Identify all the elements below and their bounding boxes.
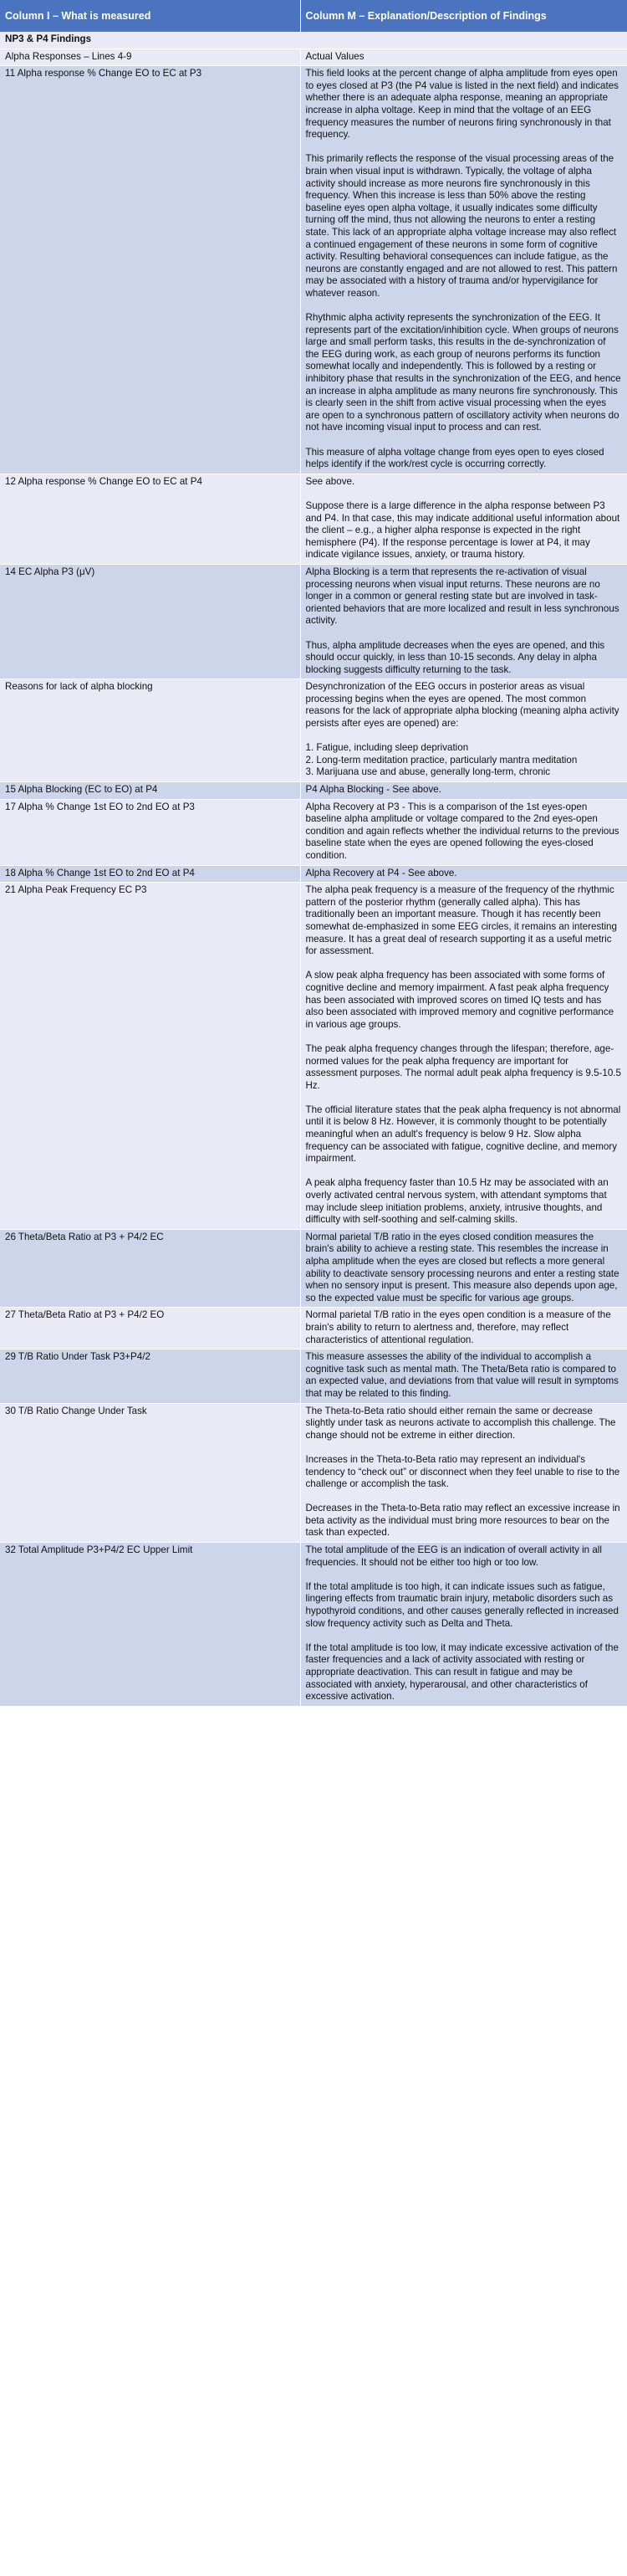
explanation-paragraph: Thus, alpha amplitude decreases when the eyes are opened, and this should occur quickly, in less than 10-15 seconds. Any delay in alpha blocking suggests difficulty returning to the task. xyxy=(305,639,605,675)
explanation-paragraph: The Theta-to-Beta ratio should either remain the same or decrease slightly under task as neurons activate to accomplish this challenge. The change should not be extreme in either direction. xyxy=(305,1405,616,1441)
table-row xyxy=(0,1349,627,1403)
measure-cell: 32 Total Amplitude P3+P4/2 EC Upper Limit xyxy=(0,1543,300,1707)
explanation-cell xyxy=(300,1229,627,1308)
table-row xyxy=(0,1229,627,1308)
measure-cell: 21 Alpha Peak Frequency EC P3 xyxy=(0,883,300,1230)
explanation-cell xyxy=(300,782,627,800)
explanation-paragraph: Alpha Recovery at P3 - This is a comparison of the 1st eyes-open baseline alpha amplitude or voltage compared to the 2nd eyes-open condition and again reflects whether the individual returns to the previous baseline state when the eyes are opened following the eyes-closed condition. xyxy=(305,801,619,861)
explanation-paragraph: Normal parietal T/B ratio in the eyes open condition is a measure of the brain's ability to return to alertness and, therefore, may reflect characteristics of attentional regulation. xyxy=(305,1309,611,1345)
explanation-paragraph: The peak alpha frequency changes through the lifespan; therefore, age-normed values for the peak alpha frequency are important for assessment purposes. The normal adult peak alpha frequency is 9.5-10.5 Hz. xyxy=(305,1042,621,1091)
explanation-paragraph: This primarily reflects the response of the visual processing areas of the brain when visual input is withdrawn. Typically, the voltage of alpha activity should increase as more neurons fire synchronously in this frequency. When this increase is less than 50% above the resting baseline eyes open alpha voltage, it usually indicates some difficulty turning off the mind, thus not allowing the neurons to enter a resting state. This lack of an appropriate alpha voltage increase may also reflect a continued engagement of these neurons in some form of cognitive activity. Resulting behavioral consequences can include fatigue, as the neurons are constantly engaged and are not allowed to rest. This pattern may be associated with a history of trauma and/or hypervigilance for whatever reason. xyxy=(305,153,618,299)
table-row xyxy=(0,1308,627,1349)
table-row xyxy=(0,66,627,474)
explanation-paragraph: A peak alpha frequency faster than 10.5 Hz may be associated with an overly activated central nervous system, with attendant symptoms that may include sleep initiation problems, anxiety, intrusive thoughts, and difficulty with self-soothing and self-calming skills. xyxy=(305,1177,609,1226)
explanation-paragraph: P4 Alpha Blocking - See above. xyxy=(305,784,441,796)
explanation-paragraph: If the total amplitude is too low, it may indicate excessive activation of the faster frequencies and a lack of activity associated with resting or appropriate deactivation. This can result in fatigue and may be associated with anxiety, hyperarousal, and other characteristics of excessive activation. xyxy=(305,1641,619,1703)
measure-cell: 11 Alpha response % Change EO to EC at P3 xyxy=(0,66,300,474)
explanation-cell xyxy=(300,49,627,66)
explanation-paragraph: The alpha peak frequency is a measure of the frequency of the rhythmic pattern of the posterior rhythm (generally called alpha). This has traditionally been an important measure. Though it has recently been somewhat de-emphasized in some EEG circles, it remains an interesting measure. It has a great deal of research supporting it as a useful metric for assessment. xyxy=(305,884,617,957)
explanation-cell xyxy=(300,1543,627,1707)
explanation-cell xyxy=(300,883,627,1230)
explanation-paragraph: The total amplitude of the EEG is an indication of overall activity in all frequencies. It should not be either too high or too low. xyxy=(305,1544,602,1568)
explanation-paragraph: See above. xyxy=(305,475,355,487)
explanation-paragraph: Decreases in the Theta-to-Beta ratio may reflect an excessive increase in beta activity as the individual must bring more resources to bear on the task than expected. xyxy=(305,1503,620,1539)
explanation-cell xyxy=(300,1349,627,1403)
table-row xyxy=(0,679,627,782)
table-row xyxy=(0,1543,627,1707)
measure-cell: 12 Alpha response % Change EO to EC at P4 xyxy=(0,474,300,564)
measure-cell: 26 Theta/Beta Ratio at P3 + P4/2 EC xyxy=(0,1229,300,1308)
table-row xyxy=(0,799,627,865)
explanation-paragraph: Alpha Recovery at P4 - See above. xyxy=(305,867,457,878)
table-row xyxy=(0,1403,627,1543)
table-row xyxy=(0,474,627,564)
explanation-paragraph: A slow peak alpha frequency has been associated with some forms of cognitive decline and memory impairment. A fast peak alpha frequency has been associated with improved scores on timed IQ tests and has also been associated with improved memory and cognitive performance in various age groups. xyxy=(305,970,614,1030)
explanation-cell xyxy=(300,1403,627,1543)
explanation-cell xyxy=(300,66,627,474)
table-row xyxy=(0,865,627,883)
explanation-paragraph: Suppose there is a large difference in the alpha response between P3 and P4. In that case, this may indicate additional useful information about the client – e.g., a higher alpha response is expected in the right hemisphere (P4). If the response percentage is lower at P4, it may indicate vigilance issues, anxiety, or trauma history. xyxy=(305,499,620,561)
explanation-cell xyxy=(300,679,627,782)
measure-cell: Alpha Responses – Lines 4-9 xyxy=(0,49,300,66)
explanation-paragraph: Rhythmic alpha activity represents the synchronization of the EEG. It represents part of the excitation/inhibition cycle. When groups of neurons large and small perform tasks, this results in the de-synchronization of the EEG during work, as each group of neurons performs its function somewhat locally and independently. This is followed by a resting or inhibitory phase that results in the synchronization of the EEG, and hence an increase in alpha amplitude as many neurons fire synchronously. This is clearly seen in the shift from active visual processing when the eyes are open to a synchronous pattern of oscillatory activity when neurons do not have incoming visual input to process and can rest. xyxy=(305,312,621,433)
table-row xyxy=(0,883,627,1230)
explanation-paragraph: This field looks at the percent change of alpha amplitude from eyes open to eyes closed at P3 (the P4 value is listed in the next field) and indicates whether there is an adequate alpha response, meaning an appropriate increase in alpha voltage. Keep in mind that the voltage of an EEG frequency measures the number of neurons firing synchronously in that frequency. xyxy=(305,68,619,141)
explanation-paragraph: This measure of alpha voltage change from eyes open to eyes closed helps identify if the work/rest cycle is occurring correctly. xyxy=(305,446,604,470)
measure-cell: 15 Alpha Blocking (EC to EO) at P4 xyxy=(0,782,300,800)
header-col-explanation: Column M – Explanation/Description of Findings xyxy=(300,0,627,32)
table-header xyxy=(0,0,627,32)
explanation-paragraph: Increases in the Theta-to-Beta ratio may represent an individual's tendency to “check out” or disconnect when they feel unable to rise to the challenge or accomplish the task. xyxy=(305,1453,620,1490)
measure-cell: 27 Theta/Beta Ratio at P3 + P4/2 EO xyxy=(0,1308,300,1349)
explanation-cell xyxy=(300,564,627,679)
section-row xyxy=(0,32,627,49)
explanation-cell xyxy=(300,799,627,865)
explanation-paragraph: Desynchronization of the EEG occurs in posterior areas as visual processing begins when the eyes are opened. The most common reasons for the lack of appropriate alpha blocking (meaning alpha activity persists after eyes are opened) are: xyxy=(305,681,619,730)
explanation-paragraph: Alpha Blocking is a term that represents the re-activation of visual processing neurons when visual input returns. These neurons are no longer in a common or general resting state but are involved in task-oriented behaviors that are more localized and result in less synchronous activity. xyxy=(305,566,619,627)
reasons-list xyxy=(306,742,622,779)
measure-cell: Reasons for lack of alpha blocking xyxy=(0,679,300,782)
explanation-paragraph: Actual Values xyxy=(305,50,364,62)
table-row xyxy=(0,49,627,66)
list-item: 2. Long-term meditation practice, particularly mantra meditation xyxy=(305,754,578,766)
list-item: 3. Marijuana use and abuse, generally long-term, chronic xyxy=(305,766,551,778)
explanation-paragraph: This measure assesses the ability of the individual to accomplish a cognitive task such as mental math. The Theta/Beta ratio is compared to an expected value, and deviations from that value will result in symptoms that may be related to this finding. xyxy=(305,1351,619,1399)
table-body xyxy=(0,32,627,1706)
explanation-paragraph: If the total amplitude is too high, it can indicate issues such as fatigue, lingering effects from traumatic brain injury, metabolic disorders such as hypothyroid conditions, and other causes generally reflected in increased slow frequency activity such as Delta and Theta. xyxy=(305,1580,619,1629)
section-title: NP3 & P4 Findings xyxy=(0,32,627,49)
measure-cell: 17 Alpha % Change 1st EO to 2nd EO at P3 xyxy=(0,799,300,865)
table-row xyxy=(0,564,627,679)
table-row xyxy=(0,782,627,800)
explanation-paragraph: The official literature states that the peak alpha frequency is not abnormal until it is below 8 Hz. However, it is commonly thought to be potentially meaningful when an adult's frequency is below 9 Hz. Slow alpha frequency can be associated with fatigue, cognitive decline, and memory impairment. xyxy=(305,1104,621,1165)
explanation-cell xyxy=(300,474,627,564)
list-item: 1. Fatigue, including sleep deprivation xyxy=(305,742,469,754)
measure-cell: 14 EC Alpha P3 (μV) xyxy=(0,564,300,679)
header-col-measured: Column I – What is measured xyxy=(0,0,300,32)
explanation-cell xyxy=(300,1308,627,1349)
explanation-paragraph: Normal parietal T/B ratio in the eyes closed condition measures the brain's ability to achieve a resting state. This resembles the increase in alpha amplitude when the eyes are closed but reflects a more general ability to deactivate sensory processing neurons and enter a resting state when no sensory input is present. This measure also depends upon age, so the expected value must be specific for various age groups. xyxy=(305,1231,619,1303)
explanation-cell xyxy=(300,865,627,883)
measure-cell: 30 T/B Ratio Change Under Task xyxy=(0,1403,300,1543)
measure-cell: 29 T/B Ratio Under Task P3+P4/2 xyxy=(0,1349,300,1403)
measure-cell: 18 Alpha % Change 1st EO to 2nd EO at P4 xyxy=(0,865,300,883)
